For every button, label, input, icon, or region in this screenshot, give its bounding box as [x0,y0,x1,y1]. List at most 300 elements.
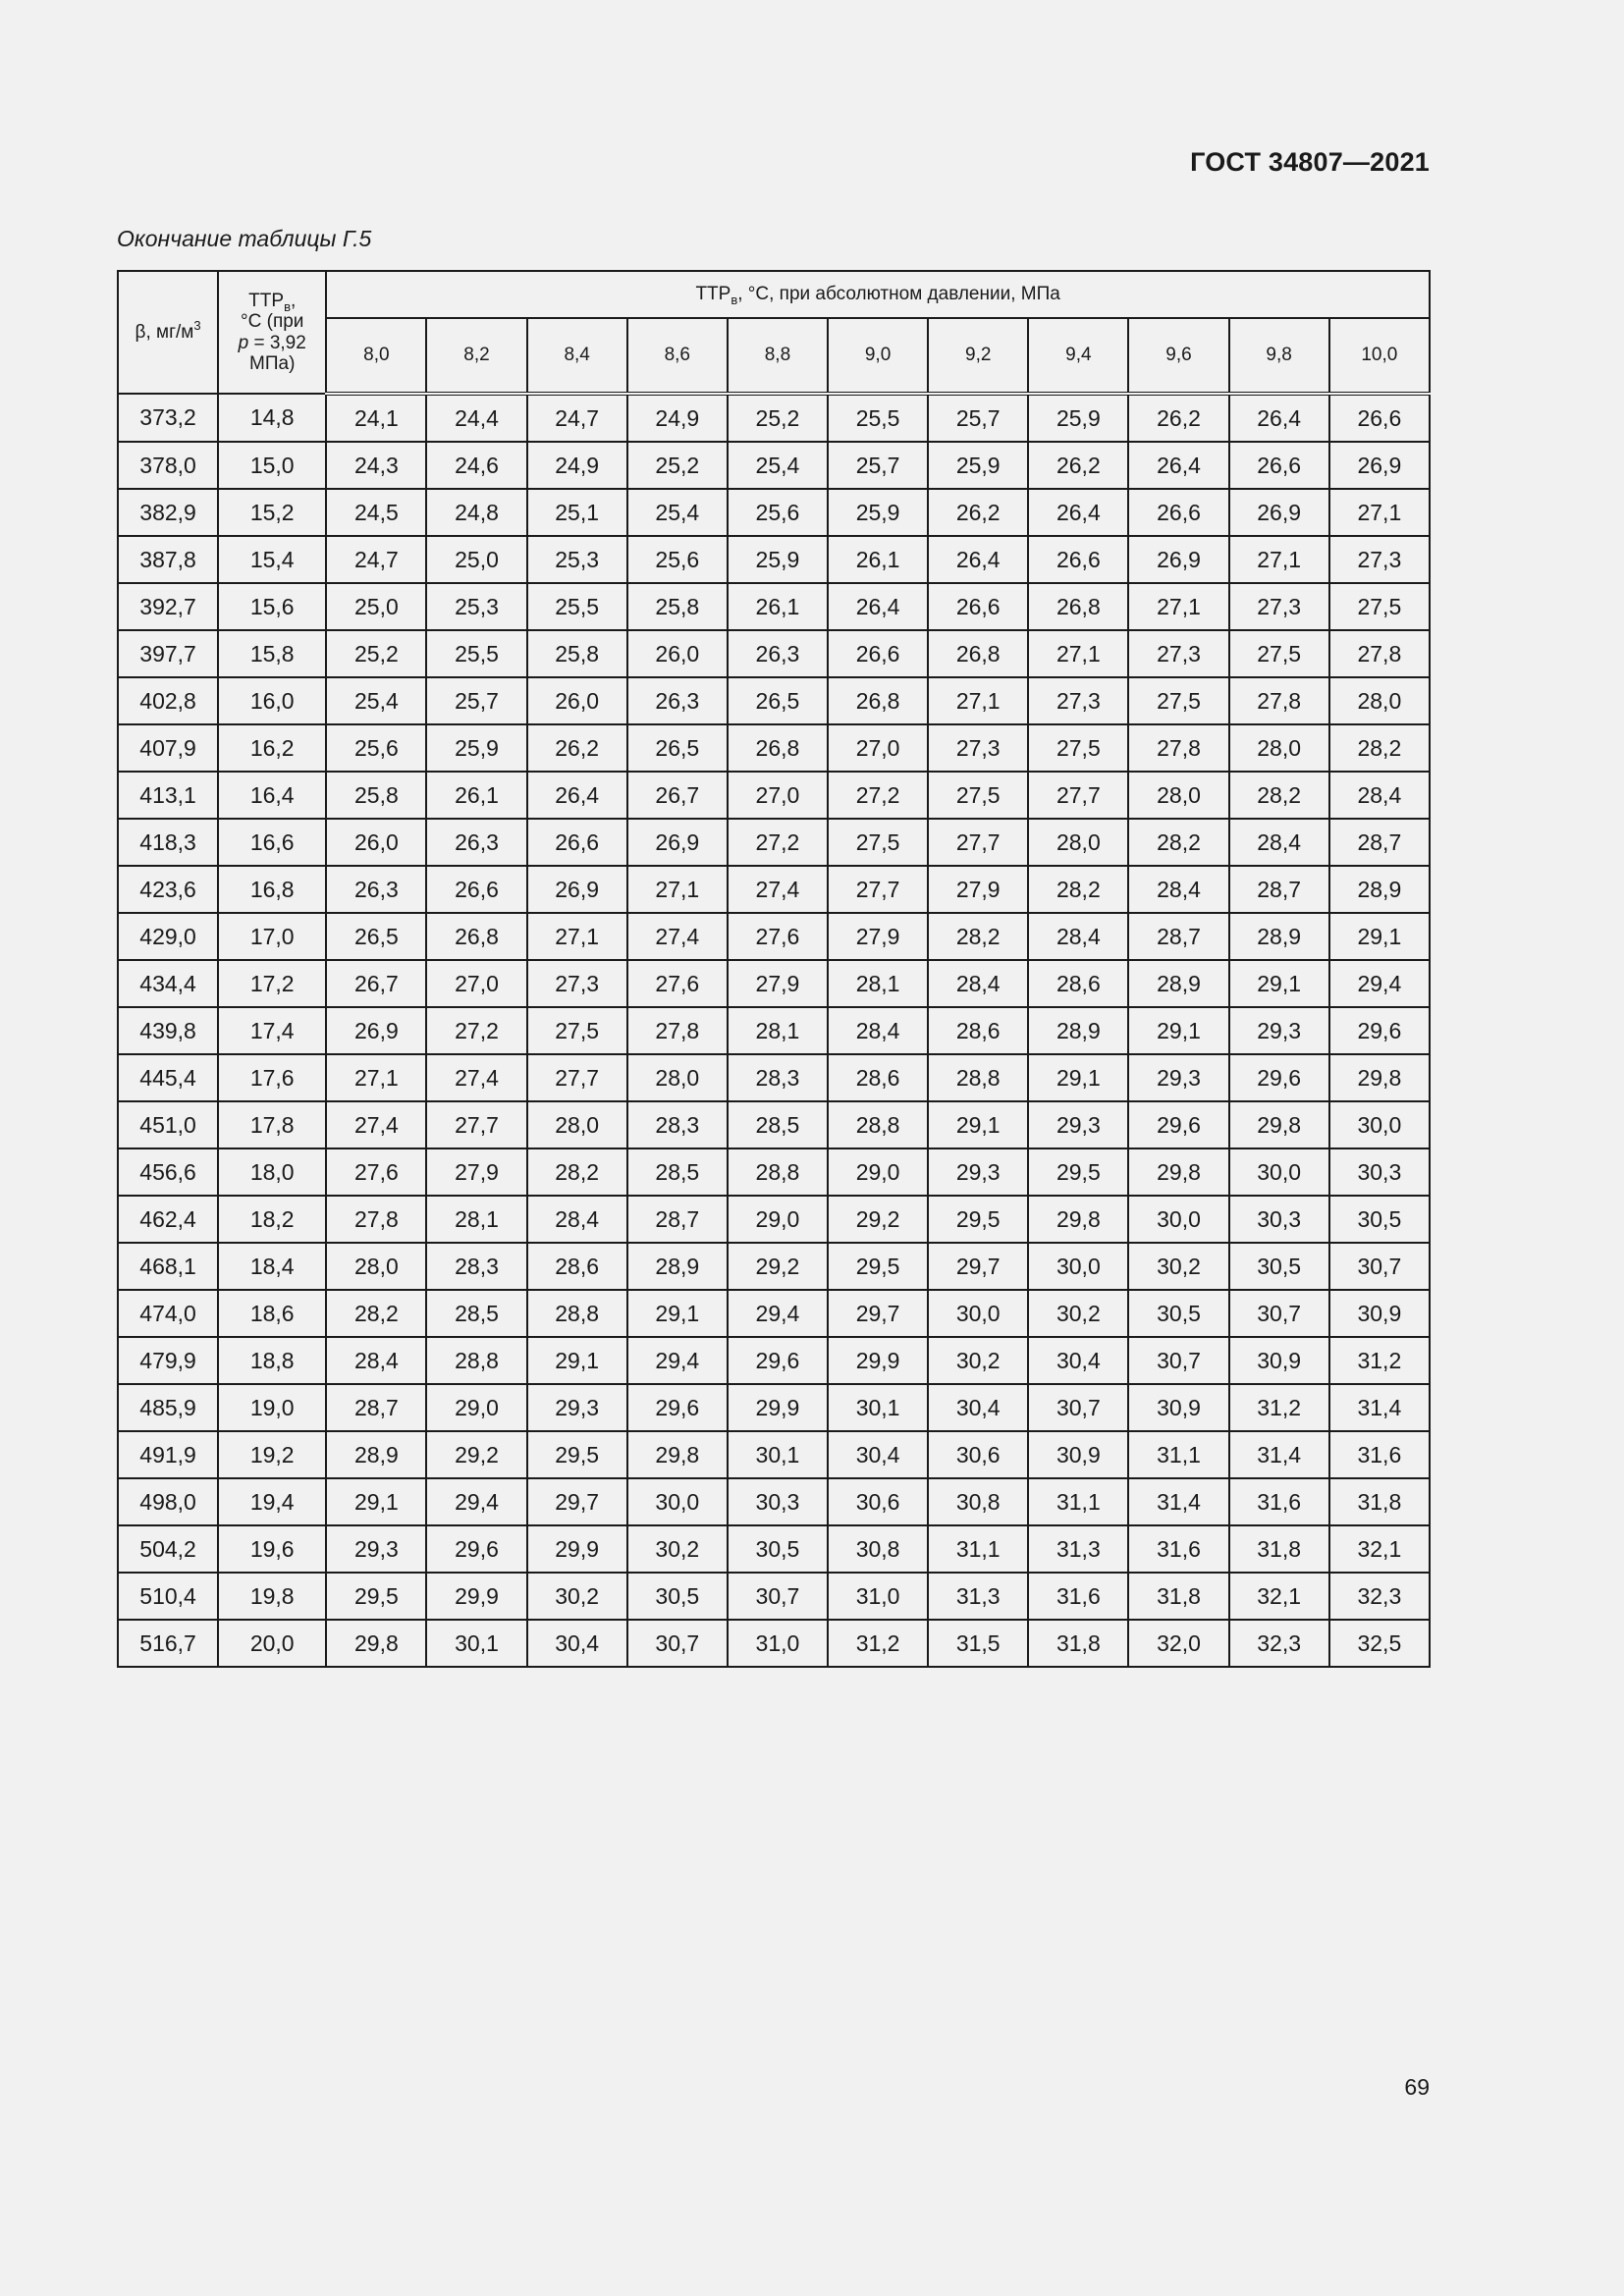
ttr-cell: 32,0 [1128,1620,1228,1667]
ttr-cell: 26,8 [1028,583,1128,630]
ttr-cell: 27,1 [527,913,627,960]
ttr-cell: 26,2 [527,724,627,772]
ttr-cell: 29,9 [728,1384,828,1431]
ttr-cell: 30,7 [1028,1384,1128,1431]
ttr-cell: 30,7 [627,1620,728,1667]
beta-cell: 485,9 [118,1384,218,1431]
ttr-cell: 30,3 [1229,1196,1329,1243]
beta-cell: 402,8 [118,677,218,724]
ttr-cell: 27,8 [1229,677,1329,724]
ttr-ref-cell: 17,4 [218,1007,326,1054]
table-row [118,1054,1430,1101]
ttr-cell: 25,9 [928,442,1028,489]
ttr-cell: 26,8 [426,913,526,960]
ttr-ref-cell: 19,6 [218,1525,326,1573]
ttr-cell: 28,0 [1028,819,1128,866]
beta-cell: 429,0 [118,913,218,960]
ttr-cell: 26,9 [1128,536,1228,583]
ttr-cell: 26,4 [828,583,928,630]
table-row [118,1431,1430,1478]
ttr-cell: 24,8 [426,489,526,536]
ttr-cell: 25,8 [627,583,728,630]
ttr-cell: 29,1 [627,1290,728,1337]
table-row [118,630,1430,677]
ttr-cell: 29,3 [1028,1101,1128,1148]
ttr-cell: 29,3 [1229,1007,1329,1054]
ttr-cell: 30,9 [1229,1337,1329,1384]
ttr-cell: 25,7 [828,442,928,489]
ttr-cell: 28,7 [1329,819,1430,866]
ttr-cell: 28,5 [728,1101,828,1148]
ttr-cell: 25,2 [627,442,728,489]
ttr-cell: 28,0 [527,1101,627,1148]
ttr-cell: 29,1 [326,1478,426,1525]
ttr-cell: 29,6 [1229,1054,1329,1101]
ttr-cell: 27,9 [828,913,928,960]
ttr-cell: 25,5 [828,394,928,442]
ttr-cell: 30,9 [1028,1431,1128,1478]
ttr-cell: 27,2 [828,772,928,819]
ttr-cell: 24,6 [426,442,526,489]
ttr-ref-cell: 16,4 [218,772,326,819]
ttr-cell: 27,2 [426,1007,526,1054]
ttr-cell: 32,3 [1229,1620,1329,1667]
ttr-cell: 29,5 [928,1196,1028,1243]
ttr-cell: 29,9 [527,1525,627,1573]
ttr-cell: 28,7 [1128,913,1228,960]
ttr-cell: 28,7 [627,1196,728,1243]
table-row [118,442,1430,489]
ttr-cell: 27,0 [728,772,828,819]
table-row [118,1620,1430,1667]
beta-cell: 504,2 [118,1525,218,1573]
header-beta-sup: 3 [193,317,201,333]
ttr-cell: 30,7 [1229,1290,1329,1337]
ttr-cell: 25,2 [728,394,828,442]
ttr-cell: 26,0 [326,819,426,866]
ttr-cell: 28,5 [426,1290,526,1337]
ttr-cell: 30,0 [1128,1196,1228,1243]
ttr-ref-cell: 15,6 [218,583,326,630]
ttr-cell: 26,5 [326,913,426,960]
ttr-cell: 31,5 [928,1620,1028,1667]
ttr-cell: 32,3 [1329,1573,1430,1620]
ttr-cell: 26,8 [728,724,828,772]
ttr-cell: 27,1 [1028,630,1128,677]
table-row [118,536,1430,583]
page-number: 69 [1404,2074,1430,2100]
beta-cell: 479,9 [118,1337,218,1384]
ttr-cell: 31,2 [828,1620,928,1667]
ttr-ref-cell: 19,4 [218,1478,326,1525]
ttr-cell: 29,5 [527,1431,627,1478]
ttr-cell: 25,6 [326,724,426,772]
ttr-cell: 25,6 [728,489,828,536]
ttr-cell: 26,0 [627,630,728,677]
ttr-cell: 27,3 [1329,536,1430,583]
ttr-cell: 28,6 [928,1007,1028,1054]
beta-cell: 407,9 [118,724,218,772]
ttr-cell: 26,1 [426,772,526,819]
ttr-cell: 31,1 [1128,1431,1228,1478]
table-row [118,1196,1430,1243]
ttr-cell: 30,5 [728,1525,828,1573]
ttr-cell: 24,5 [326,489,426,536]
ttr-ref-cell: 15,0 [218,442,326,489]
ttr-cell: 28,0 [1128,772,1228,819]
ttr-cell: 29,6 [426,1525,526,1573]
ttr-cell: 29,1 [928,1101,1028,1148]
beta-cell: 378,0 [118,442,218,489]
ttr-cell: 25,2 [326,630,426,677]
ttr-cell: 30,5 [627,1573,728,1620]
ttr-cell: 26,4 [527,772,627,819]
ttr-ref-cell: 19,2 [218,1431,326,1478]
ttr-cell: 30,2 [1128,1243,1228,1290]
ttr-cell: 29,4 [426,1478,526,1525]
ttr-cell: 29,1 [1028,1054,1128,1101]
header-beta-label: β, мг/м [135,321,194,343]
table-row [118,1573,1430,1620]
ttr-cell: 29,8 [1128,1148,1228,1196]
ttr-cell: 27,7 [828,866,928,913]
ttr-cell: 29,2 [426,1431,526,1478]
ttr-ref-cell: 17,0 [218,913,326,960]
ttr-cell: 27,8 [1329,630,1430,677]
ttr-cell: 25,6 [627,536,728,583]
ttr-cell: 27,7 [1028,772,1128,819]
ttr-cell: 29,7 [928,1243,1028,1290]
ttr-ref-cell: 19,8 [218,1573,326,1620]
header-ttr-comma: , [290,290,297,311]
ttr-ref-cell: 18,6 [218,1290,326,1337]
ttr-cell: 25,8 [527,630,627,677]
ttr-cell: 30,9 [1329,1290,1430,1337]
ttr-ref-cell: 16,2 [218,724,326,772]
ttr-cell: 26,4 [1128,442,1228,489]
ttr-cell: 30,1 [728,1431,828,1478]
header-ttr-p: p [238,332,249,353]
table-row [118,1148,1430,1196]
header-pressure: 8,8 [728,318,828,394]
beta-cell: 439,8 [118,1007,218,1054]
ttr-cell: 29,4 [728,1290,828,1337]
ttr-cell: 29,0 [426,1384,526,1431]
ttr-cell: 30,0 [928,1290,1028,1337]
header-ttr-line2: °С (при [241,311,304,333]
ttr-cell: 25,8 [326,772,426,819]
ttr-cell: 28,5 [627,1148,728,1196]
header-pressure: 9,0 [828,318,928,394]
ttr-cell: 27,3 [928,724,1028,772]
ttr-cell: 29,3 [527,1384,627,1431]
ttr-ref-cell: 14,8 [218,394,326,442]
ttr-cell: 27,0 [426,960,526,1007]
ttr-cell: 30,2 [527,1573,627,1620]
ttr-cell: 28,4 [527,1196,627,1243]
ttr-cell: 27,4 [326,1101,426,1148]
ttr-ref-cell: 19,0 [218,1384,326,1431]
ttr-cell: 31,0 [728,1620,828,1667]
ttr-cell: 26,6 [1028,536,1128,583]
ttr-cell: 25,7 [426,677,526,724]
ttr-cell: 30,1 [828,1384,928,1431]
ttr-cell: 26,8 [928,630,1028,677]
group-header-label: ТТР [695,284,731,305]
ttr-cell: 31,8 [1128,1573,1228,1620]
ttr-cell: 27,8 [627,1007,728,1054]
header-pressure: 8,6 [627,318,728,394]
ttr-cell: 28,1 [828,960,928,1007]
ttr-cell: 26,5 [728,677,828,724]
beta-cell: 418,3 [118,819,218,866]
ttr-cell: 27,9 [928,866,1028,913]
ttr-cell: 30,8 [928,1478,1028,1525]
ttr-cell: 27,1 [326,1054,426,1101]
ttr-cell: 28,3 [728,1054,828,1101]
ttr-cell: 29,5 [1028,1148,1128,1196]
ttr-cell: 27,6 [627,960,728,1007]
ttr-cell: 27,4 [627,913,728,960]
ttr-cell: 29,4 [1329,960,1430,1007]
ttr-cell: 26,5 [627,724,728,772]
ttr-cell: 25,1 [527,489,627,536]
ttr-cell: 31,2 [1229,1384,1329,1431]
ttr-cell: 27,4 [728,866,828,913]
ttr-cell: 27,0 [828,724,928,772]
ttr-cell: 28,2 [1028,866,1128,913]
ttr-cell: 28,1 [728,1007,828,1054]
ttr-cell: 27,1 [1229,536,1329,583]
ttr-cell: 29,1 [1329,913,1430,960]
header-beta [118,271,218,394]
ttr-cell: 26,6 [1229,442,1329,489]
ttr-cell: 29,5 [326,1573,426,1620]
ttr-cell: 27,6 [728,913,828,960]
ttr-cell: 28,3 [627,1101,728,1148]
ttr-cell: 27,7 [426,1101,526,1148]
table-row [118,1007,1430,1054]
table-row [118,1337,1430,1384]
ttr-cell: 30,8 [828,1525,928,1573]
beta-cell: 498,0 [118,1478,218,1525]
ttr-cell: 27,5 [527,1007,627,1054]
header-pressure: 10,0 [1329,318,1430,394]
ttr-cell: 31,8 [1028,1620,1128,1667]
beta-cell: 462,4 [118,1196,218,1243]
ttr-cell: 27,1 [1329,489,1430,536]
ttr-cell: 27,9 [728,960,828,1007]
beta-cell: 474,0 [118,1290,218,1337]
header-pressure: 9,6 [1128,318,1228,394]
ttr-cell: 30,0 [1028,1243,1128,1290]
beta-cell: 510,4 [118,1573,218,1620]
table-row [118,1101,1430,1148]
ttr-cell: 29,1 [527,1337,627,1384]
header-ttr-label: ТТР [248,290,285,311]
ttr-cell: 26,4 [1028,489,1128,536]
ttr-cell: 26,8 [828,677,928,724]
ttr-cell: 29,7 [527,1478,627,1525]
ttr-cell: 28,8 [728,1148,828,1196]
ttr-cell: 31,6 [1128,1525,1228,1573]
ttr-cell: 28,1 [426,1196,526,1243]
table-row [118,819,1430,866]
ttr-cell: 26,6 [527,819,627,866]
ttr-cell: 30,0 [627,1478,728,1525]
ttr-cell: 27,3 [1229,583,1329,630]
ttr-cell: 25,3 [527,536,627,583]
ttr-ref-cell: 15,8 [218,630,326,677]
ttr-cell: 31,3 [928,1573,1028,1620]
ttr-cell: 28,9 [1028,1007,1128,1054]
ttr-cell: 27,2 [728,819,828,866]
ttr-cell: 29,5 [828,1243,928,1290]
ttr-cell: 25,9 [1028,394,1128,442]
ttr-cell: 29,8 [1329,1054,1430,1101]
ttr-cell: 29,0 [728,1196,828,1243]
ttr-cell: 30,1 [426,1620,526,1667]
ttr-cell: 29,2 [828,1196,928,1243]
ttr-cell: 26,4 [928,536,1028,583]
group-header-tail: , °С, при абсолютном давлении, МПа [737,284,1060,305]
ttr-ref-cell: 20,0 [218,1620,326,1667]
ttr-cell: 27,9 [426,1148,526,1196]
ttr-cell: 28,7 [1229,866,1329,913]
header-pressure: 9,8 [1229,318,1329,394]
beta-cell: 392,7 [118,583,218,630]
ttr-cell: 28,4 [1229,819,1329,866]
ttr-cell: 29,3 [326,1525,426,1573]
beta-cell: 468,1 [118,1243,218,1290]
ttr-cell: 27,8 [1128,724,1228,772]
ttr-cell: 30,2 [627,1525,728,1573]
ttr-cell: 25,4 [627,489,728,536]
ttr-cell: 29,8 [627,1431,728,1478]
ttr-cell: 27,4 [426,1054,526,1101]
ttr-cell: 30,7 [1128,1337,1228,1384]
ttr-cell: 25,5 [527,583,627,630]
ttr-cell: 30,0 [1329,1101,1430,1148]
ttr-cell: 27,5 [828,819,928,866]
ttr-cell: 28,2 [326,1290,426,1337]
ttr-cell: 26,2 [1128,394,1228,442]
ttr-ref-cell: 16,0 [218,677,326,724]
ttr-cell: 28,6 [527,1243,627,1290]
ttr-cell: 30,4 [527,1620,627,1667]
ttr-cell: 29,8 [326,1620,426,1667]
ttr-cell: 28,4 [1028,913,1128,960]
ttr-cell: 28,2 [1128,819,1228,866]
ttr-cell: 30,9 [1128,1384,1228,1431]
ttr-ref-cell: 17,6 [218,1054,326,1101]
table-row [118,960,1430,1007]
ttr-cell: 28,2 [928,913,1028,960]
ttr-cell: 28,9 [326,1431,426,1478]
ttr-cell: 28,8 [928,1054,1028,1101]
ttr-cell: 26,7 [627,772,728,819]
table-row [118,1478,1430,1525]
ttr-cell: 28,7 [326,1384,426,1431]
ttr-cell: 25,9 [828,489,928,536]
ttr-cell: 31,8 [1229,1525,1329,1573]
ttr-ref-cell: 16,8 [218,866,326,913]
ttr-ref-cell: 15,4 [218,536,326,583]
ttr-cell: 30,3 [1329,1148,1430,1196]
ttr-cell: 27,1 [928,677,1028,724]
beta-cell: 434,4 [118,960,218,1007]
ttr-cell: 31,2 [1329,1337,1430,1384]
ttr-cell: 28,4 [928,960,1028,1007]
data-table [117,270,1431,1668]
ttr-cell: 28,2 [527,1148,627,1196]
ttr-cell: 26,3 [426,819,526,866]
ttr-cell: 24,9 [627,394,728,442]
header-ttr-sub: в [284,298,291,314]
ttr-cell: 28,8 [527,1290,627,1337]
ttr-cell: 26,9 [527,866,627,913]
ttr-cell: 31,6 [1028,1573,1128,1620]
ttr-cell: 30,4 [1028,1337,1128,1384]
ttr-cell: 24,7 [527,394,627,442]
ttr-cell: 30,5 [1229,1243,1329,1290]
ttr-cell: 24,1 [326,394,426,442]
table-body [118,394,1430,1667]
header-pressure: 8,4 [527,318,627,394]
ttr-cell: 32,1 [1329,1525,1430,1573]
table-row [118,394,1430,442]
ttr-cell: 26,4 [1229,394,1329,442]
ttr-cell: 28,4 [326,1337,426,1384]
header-pressure: 9,4 [1028,318,1128,394]
ttr-cell: 27,3 [1128,630,1228,677]
ttr-cell: 29,4 [627,1337,728,1384]
table-row [118,677,1430,724]
ttr-cell: 25,9 [728,536,828,583]
ttr-cell: 30,3 [728,1478,828,1525]
ttr-cell: 24,7 [326,536,426,583]
ttr-cell: 26,6 [1128,489,1228,536]
table-row [118,1384,1430,1431]
ttr-cell: 26,1 [728,583,828,630]
ttr-cell: 29,1 [1128,1007,1228,1054]
ttr-cell: 31,1 [928,1525,1028,1573]
beta-cell: 382,9 [118,489,218,536]
table-row [118,1525,1430,1573]
ttr-cell: 27,1 [1128,583,1228,630]
ttr-cell: 30,6 [828,1478,928,1525]
ttr-cell: 28,4 [828,1007,928,1054]
ttr-cell: 30,5 [1128,1290,1228,1337]
ttr-cell: 31,6 [1329,1431,1430,1478]
ttr-cell: 28,4 [1329,772,1430,819]
ttr-cell: 24,4 [426,394,526,442]
ttr-cell: 27,3 [527,960,627,1007]
header-pressure-group [326,271,1430,318]
table-row [118,583,1430,630]
ttr-cell: 30,2 [1028,1290,1128,1337]
ttr-cell: 29,7 [828,1290,928,1337]
ttr-cell: 30,4 [828,1431,928,1478]
beta-cell: 397,7 [118,630,218,677]
ttr-cell: 28,0 [627,1054,728,1101]
ttr-cell: 27,8 [326,1196,426,1243]
beta-cell: 516,7 [118,1620,218,1667]
ttr-cell: 25,7 [928,394,1028,442]
ttr-cell: 27,5 [1128,677,1228,724]
ttr-cell: 26,3 [728,630,828,677]
header-ttr-line4: МПа) [249,352,296,374]
